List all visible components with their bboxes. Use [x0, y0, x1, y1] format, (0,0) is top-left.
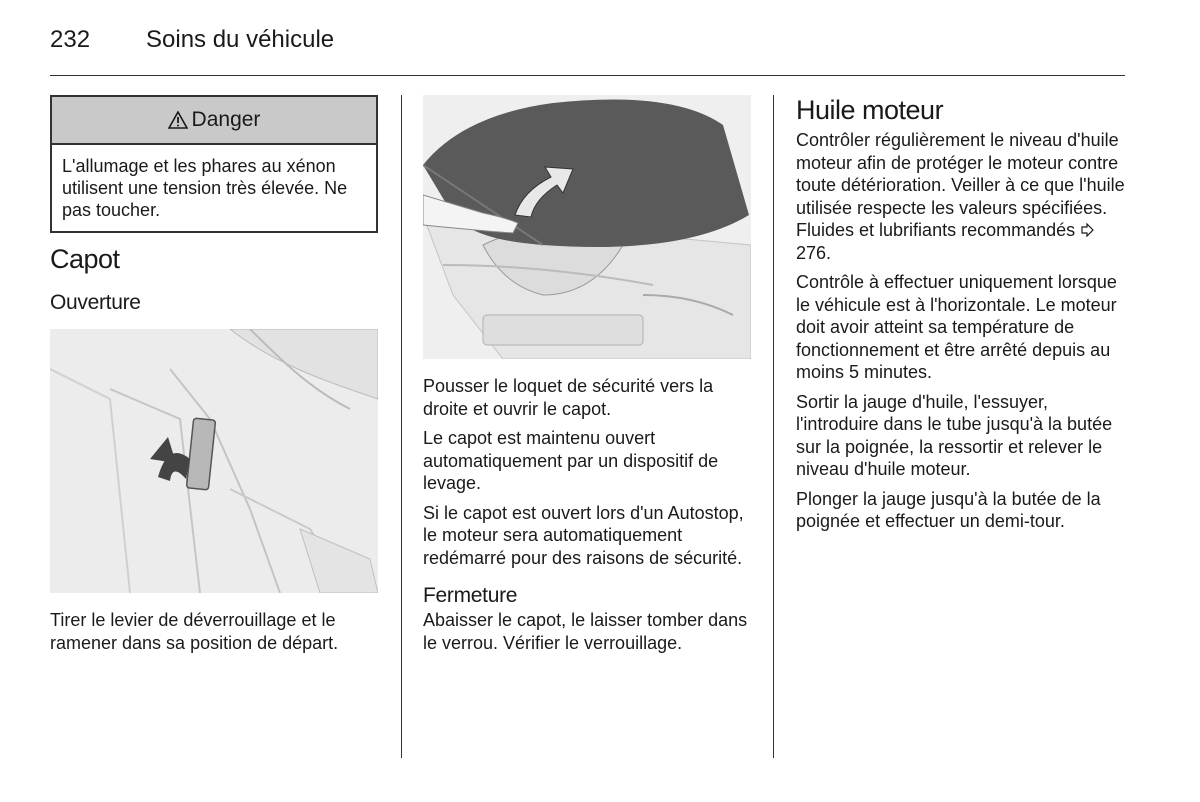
column-divider-1 [401, 95, 402, 758]
page-reference-arrow-icon [1080, 223, 1094, 237]
huile-paragraph-2: Contrôle à effectuer uniquement lorsque le véhicule est à l'horizontale. Le moteur doit avoir atteint sa température de fonctionnement et être arrêté depuis au moins 5 minutes. [796, 272, 1117, 382]
page-number: 232 [50, 26, 91, 53]
huile-paragraph-1-text: Contrôler régulièrement le niveau d'huile moteur afin de protéger le moteur contre toute détérioration. Veiller à ce que l'huile utilisée respecte les valeurs spécifiées. Fluides et lubrifiants recommandés [796, 130, 1125, 240]
fermeture-text: Abaisser le capot, le laisser tomber dans le verrou. Vérifier le verrouillage. [423, 610, 748, 653]
column-divider-2 [773, 95, 774, 758]
hood-paragraph-1: Pousser le loquet de sécurité vers la droite et ouvrir le capot. [423, 376, 714, 419]
danger-box [50, 95, 378, 233]
huile-paragraph-3: Sortir la jauge d'huile, l'essuyer, l'introduire dans le tube jusqu'à la butée sur la poignée, la ressortir et relever le niveau d'huile moteur. [796, 391, 1113, 479]
huile-paragraph-4: Plonger la jauge jusqu'à la butée de la poignée et effectuer un demi-tour. [796, 488, 1101, 531]
section-title: Soins du véhicule [146, 26, 335, 53]
huile-paragraph-1 [796, 129, 1131, 264]
capot-heading: Capot [50, 244, 120, 274]
release-lever-caption: Tirer le levier de déverrouillage et le ramener dans sa position de départ. [50, 610, 339, 653]
column-3 [796, 95, 1131, 533]
huile-moteur-heading: Huile moteur [796, 95, 944, 125]
warning-triangle-icon [168, 111, 188, 129]
ouverture-heading: Ouverture [50, 291, 141, 314]
hood-paragraph-2: Le capot est maintenu ouvert automatiquement par un dispositif de levage. [423, 428, 719, 493]
danger-title: Danger [191, 108, 261, 131]
danger-header [52, 97, 376, 145]
header-rule [50, 75, 1125, 76]
hood-paragraph-3: Si le capot est ouvert lors d'un Autostop, le moteur sera automatiquement redémarré pour des raisons de sécurité. [423, 502, 744, 568]
fermeture-heading: Fermeture [423, 584, 518, 607]
hood-opening-figure [423, 95, 751, 359]
column-2 [423, 95, 753, 654]
page-reference: 276. [796, 242, 832, 263]
column-1 [50, 95, 380, 654]
danger-text: L'allumage et les phares au xénon utilisent une tension très élevée. Ne pas toucher. [62, 156, 348, 220]
release-lever-figure [50, 329, 378, 593]
